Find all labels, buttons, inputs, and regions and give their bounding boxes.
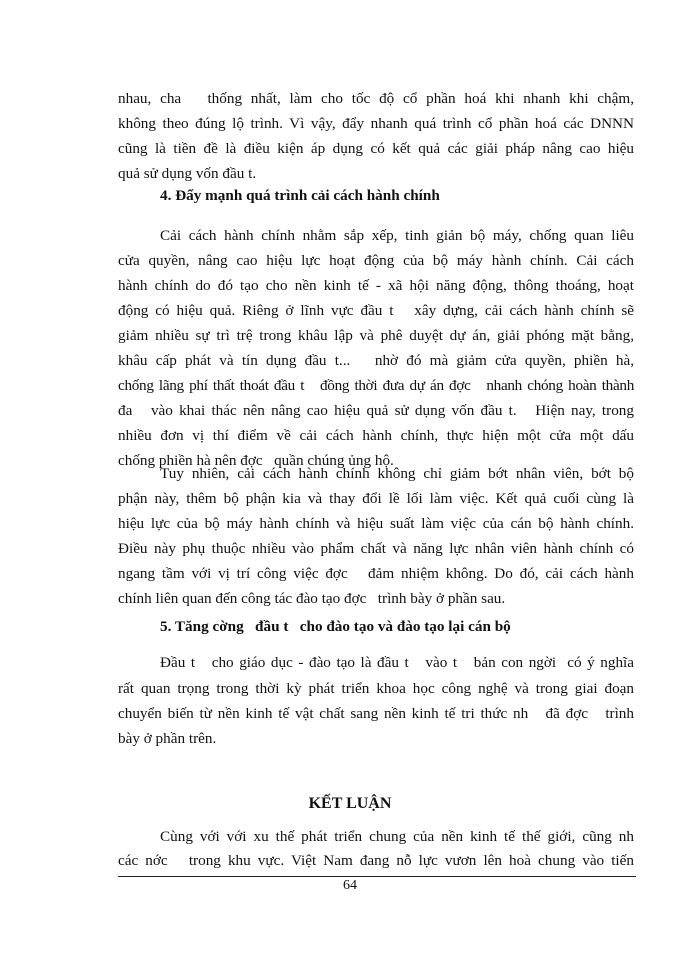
footer-rule [118,876,636,877]
page-number: 64 [343,878,357,893]
paragraph-5-line-1: Cùng với với xu thế phát triển chung của nền kinh tế thế giới, cũng nh [160,828,634,845]
paragraph-3-line-6: chính liên quan đến công tác đào tạo đợc trình bày ở phần sau. [118,590,506,607]
paragraph-4-line-1: Đầu t cho giáo dục - đào tạo là đầu t vào t bản con ngời có ý nghĩa [160,654,634,671]
paragraph-2-line-10: chống phiền hà nên đợc quần chúng ủng hộ. [118,452,394,469]
paragraph-2-line-6: khâu cấp phát và tín dụng đầu t... nhờ đó mà giảm cửa quyền, phiền hà, [118,352,634,369]
paragraph-2-line-4: động có hiệu quả. Riêng ở lĩnh vực đầu t xây dựng, cải cách hành chính sẽ [118,302,634,319]
paragraph-3-line-3: hiệu lực của bộ máy hành chính và hiệu suất làm việc của cán bộ hành chính. [118,515,634,532]
paragraph-2-line-8: đa vào khai thác nên nâng cao hiệu quả sử dụng vốn đầu t. Hiện nay, trong [118,402,634,419]
paragraph-2-line-9: nhiều đơn vị thí điểm về cải cách hành chính, thực hiện một cửa một dấu [118,427,634,444]
paragraph-1-line-3: cũng là tiền đề là điều kiện áp dụng có kết quả các giải pháp nâng cao hiệu [118,140,634,157]
paragraph-3-line-2: phận này, thêm bộ phận kia và thay đổi lề lối làm việc. Kết quả cuối cùng là [118,490,634,507]
section-heading-4: 4. Đẩy mạnh quá trình cải cách hành chính [160,187,440,204]
paragraph-2-line-5: giảm nhiều sự trì trệ trong khâu lập và phê duyệt dự án, giải phóng mặt bằng, [118,327,634,344]
paragraph-1-line-2: không theo đúng lộ trình. Vì vậy, đẩy nhanh quá trình cổ phần hoá các DNNN [118,115,634,132]
paragraph-2-line-2: cửa quyền, nâng cao hiệu lực hoạt động của bộ máy hành chính. Cải cách [118,252,634,269]
paragraph-4-line-3: chuyển biến từ nền kinh tế vật chất sang nền kinh tế tri thức nh đã đợc trình [118,705,634,722]
paragraph-4-line-2: rất quan trọng trong thời kỳ phát triển khoa học công nghệ và trong giai đoạn [118,680,634,697]
paragraph-1-line-4: quả sử dụng vốn đầu t. [118,165,257,182]
paragraph-1-line-1: nhau, cha thống nhất, làm cho tốc độ cổ phần hoá khi nhanh khi chậm, [118,90,634,107]
paragraph-2-line-7: chống lãng phí thất thoát đầu t đồng thời đưa dự án đợc nhanh chóng hoàn thành [118,377,634,394]
paragraph-3-line-1: Tuy nhiên, cải cách hành chính không chỉ giảm bớt nhân viên, bớt bộ [160,465,634,482]
paragraph-2-line-1: Cải cách hành chính nhằm sắp xếp, tinh giản bộ máy, chống quan liêu [160,227,634,244]
paragraph-3-line-4: Điều này phụ thuộc nhiều vào phẩm chất và năng lực nhân viên hành chính có [118,540,634,557]
section-heading-5: 5. Tăng cờng đầu t cho đào tạo và đào tạo lại cán bộ [160,618,511,635]
paragraph-2-line-3: hành chính do đó tạo cho nền kinh tế - xã hội năng động, thông thoáng, hoạt [118,277,634,294]
paragraph-4-line-4: bày ở phần trên. [118,730,217,747]
paragraph-3-line-5: ngang tầm với vị trí công việc đợc đảm nhiệm không. Do đó, cải cách hành [118,565,634,582]
conclusion-title: KẾT LUẬN [308,795,392,812]
paragraph-5-line-2: các nớc trong khu vực. Việt Nam đang nỗ lực vươn lên hoà chung vào tiến [118,852,634,869]
